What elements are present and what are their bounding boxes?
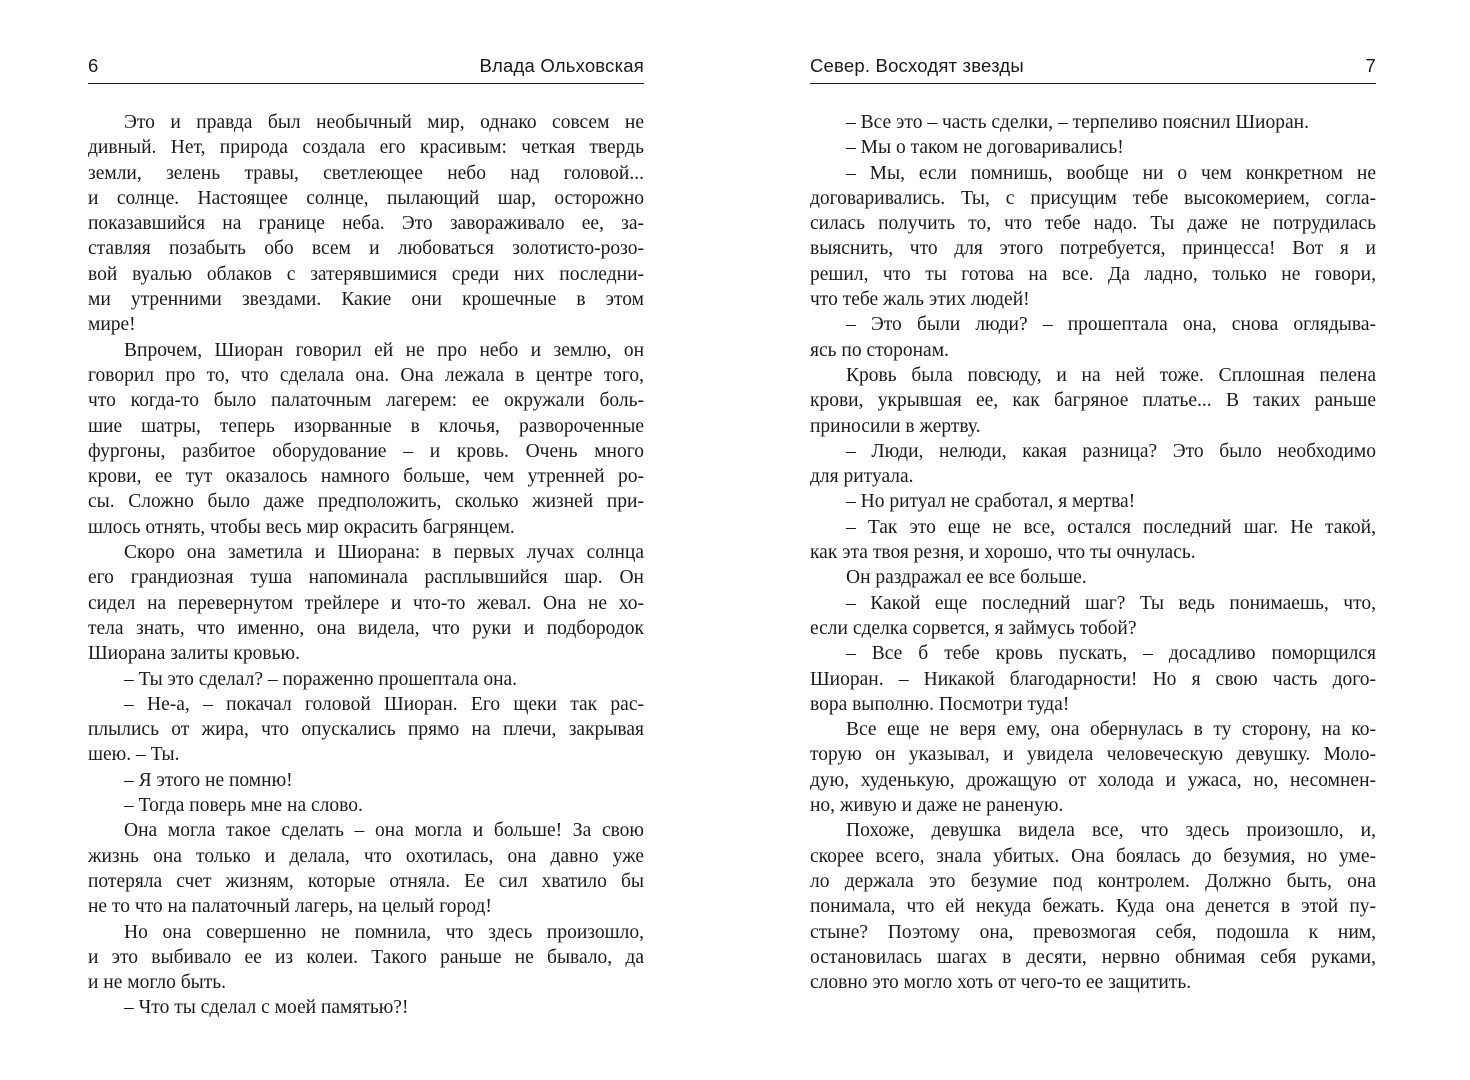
text-line: мире!: [88, 314, 136, 336]
text-line: – Мы, если помнишь, вообще ни о чем конкретном не: [846, 162, 1376, 184]
text-line: приносили в жертву.: [810, 415, 981, 437]
text-line: скорее всего, знала убитых. Она боялась до безумия, но уме-: [810, 845, 1376, 867]
right-page-number: 7: [1365, 55, 1376, 76]
left-page-number: 6: [88, 55, 99, 76]
left-page-header: [88, 52, 644, 84]
right-running-head: Север. Восходят звезды: [810, 55, 1024, 76]
text-line: – Так это еще не все, остался последний шаг. Не такой,: [846, 516, 1376, 538]
left-running-head: Влада Ольховская: [479, 55, 644, 76]
text-line: ставляя позабыть обо всем и любоваться золотисто-розо-: [88, 238, 644, 260]
left-page-body: [88, 110, 644, 1021]
text-line: – Не-а, – покачал головой Шиоран. Его щеки так рас-: [124, 693, 644, 715]
text-line: что тебе жаль этих людей!: [810, 289, 1030, 311]
text-line: стыне? Поэтому она, превозмогая себя, подошла к ним,: [810, 921, 1376, 943]
text-line: Все еще не веря ему, она обернулась в ту сторону, на ко-: [846, 719, 1376, 741]
text-line: шлось отнять, чтобы весь мир окрасить багрянцем.: [88, 516, 515, 538]
text-line: и это выбивало ее из колеи. Такого раньше не бывало, да: [88, 946, 644, 968]
text-line: – Ты это сделал? – пораженно прошептала она.: [124, 668, 518, 690]
text-line: договаривались. Ты, с присущим тебе высокомерием, согла-: [810, 187, 1376, 209]
text-line: дивный. Нет, природа создала его красивым: четкая твердь: [88, 137, 644, 159]
text-line: вой вуалью облаков с затерявшимися среди них последни-: [88, 263, 644, 285]
text-line: остановилась шагах в десяти, нервно обнимая себя руками,: [810, 946, 1376, 968]
text-line: Это и правда был необычный мир, однако совсем не: [124, 112, 644, 133]
text-line: Он раздражал ее все больше.: [846, 567, 1087, 589]
text-line: шие шатры, теперь изорванные в клочья, развороченные: [88, 415, 644, 437]
text-line: Впрочем, Шиоран говорил ей не про небо и землю, он: [124, 339, 644, 361]
left-page: [88, 52, 644, 1021]
text-line: что когда-то было палаточным лагерем: ее окружали боль-: [88, 390, 644, 412]
text-line: дую, худенькую, дрожащую от холода и ужаса, но, несомнен-: [810, 769, 1376, 791]
text-line: шею. – Ты.: [88, 744, 180, 766]
right-page-body: [810, 110, 1376, 995]
text-line: решил, что ты готова на все. Да ладно, только не говори,: [810, 263, 1376, 285]
text-line: если сделка сорвется, я займусь тобой?: [810, 617, 1137, 639]
text-line: для ритуала.: [810, 466, 914, 488]
text-line: его грандиозная туша напоминала расплывшийся шар. Он: [88, 567, 644, 589]
text-line: жизнь она только и делала, что охотилась, она давно уже: [88, 845, 644, 867]
text-line: потеряла счет жизням, которые отняла. Ее сил хватило бы: [88, 870, 644, 892]
text-line: как эта твоя резня, и хорошо, что ты очнулась.: [810, 542, 1196, 564]
text-line: силась получить то, что тебе надо. Ты даже не потрудилась: [810, 213, 1376, 235]
text-line: сидел на перевернутом трейлере и что-то жевал. Она не хо-: [88, 592, 644, 614]
text-line: – Какой еще последний шаг? Ты ведь понимаешь, что,: [846, 592, 1376, 614]
text-line: ми утренними звездами. Какие они крошечные в этом: [88, 289, 644, 311]
text-line: – Мы о таком не договаривались!: [846, 137, 1124, 159]
text-line: говорил про то, что сделала она. Она лежала в центре того,: [88, 364, 644, 386]
text-line: – Все это – часть сделки, – терпеливо пояснил Шиоран.: [846, 112, 1309, 133]
text-line: но, живую и даже не раненую.: [810, 795, 1064, 817]
text-line: фургоны, разбитое оборудование – и кровь. Очень много: [88, 440, 644, 462]
text-line: Кровь была повсюду, и на ней тоже. Сплошная пелена: [846, 364, 1376, 386]
text-line: ясь по сторонам.: [810, 339, 949, 361]
text-line: Но она совершенно не помнила, что здесь произошло,: [124, 921, 644, 943]
text-line: понимала, что ей некуда бежать. Куда она денется в этой пу-: [810, 896, 1376, 918]
text-line: крови, ее тут оказалось намного больше, чем утренней ро-: [88, 466, 644, 488]
text-line: – Люди, нелюди, какая разница? Это было необходимо: [846, 440, 1376, 462]
right-page: [810, 52, 1376, 995]
text-line: и не могло быть.: [88, 972, 227, 994]
text-line: сы. Сложно было даже предположить, сколько жизней при-: [88, 491, 644, 513]
text-line: выяснить, что для этого потребуется, принцесса! Вот я и: [810, 238, 1376, 260]
text-line: показавшийся на границе неба. Это завораживало ее, за-: [88, 213, 644, 235]
text-line: Шиоран. – Никакой благодарности! Но я свою часть дого-: [810, 668, 1376, 690]
text-line: земли, зелень травы, светлеющее небо над головой...: [88, 162, 644, 184]
text-line: не то что на палаточный лагерь, на целый город!: [88, 896, 492, 918]
right-page-header: [810, 52, 1376, 84]
text-line: Она могла такое сделать – она могла и больше! За свою: [124, 820, 644, 842]
text-line: – Все б тебе кровь пускать, – досадливо поморщился: [846, 643, 1376, 665]
text-line: торую он указывал, и увидела человеческую девушку. Моло-: [810, 744, 1376, 766]
text-line: крови, укрывшая ее, как багряное платье... В таких раньше: [810, 390, 1376, 412]
text-line: Похоже, девушка видела все, что здесь произошло, и,: [846, 820, 1376, 842]
text-line: и солнце. Настоящее солнце, пылающий шар, осторожно: [88, 187, 644, 209]
text-line: Скоро она заметила и Шиорана: в первых лучах солнца: [124, 542, 644, 564]
text-line: тела знать, что именно, она видела, что руки и подбородок: [88, 617, 644, 639]
text-line: плылись от жира, что опускались прямо на плечи, закрывая: [88, 719, 644, 741]
text-line: Шиорана залиты кровью.: [88, 643, 300, 665]
text-line: – Что ты сделал с моей памятью?!: [124, 997, 409, 1019]
text-line: словно это могло хоть от чего-то ее защитить.: [810, 972, 1192, 994]
text-line: – Но ритуал не сработал, я мертва!: [846, 491, 1136, 513]
text-line: – Я этого не помню!: [124, 769, 293, 791]
text-line: ло держала это безумие под контролем. Должно быть, она: [810, 870, 1376, 892]
text-line: – Тогда поверь мне на слово.: [124, 795, 363, 817]
text-line: вора выполню. Посмотри туда!: [810, 693, 1070, 715]
text-line: – Это были люди? – прошептала она, снова оглядыва-: [846, 314, 1376, 336]
